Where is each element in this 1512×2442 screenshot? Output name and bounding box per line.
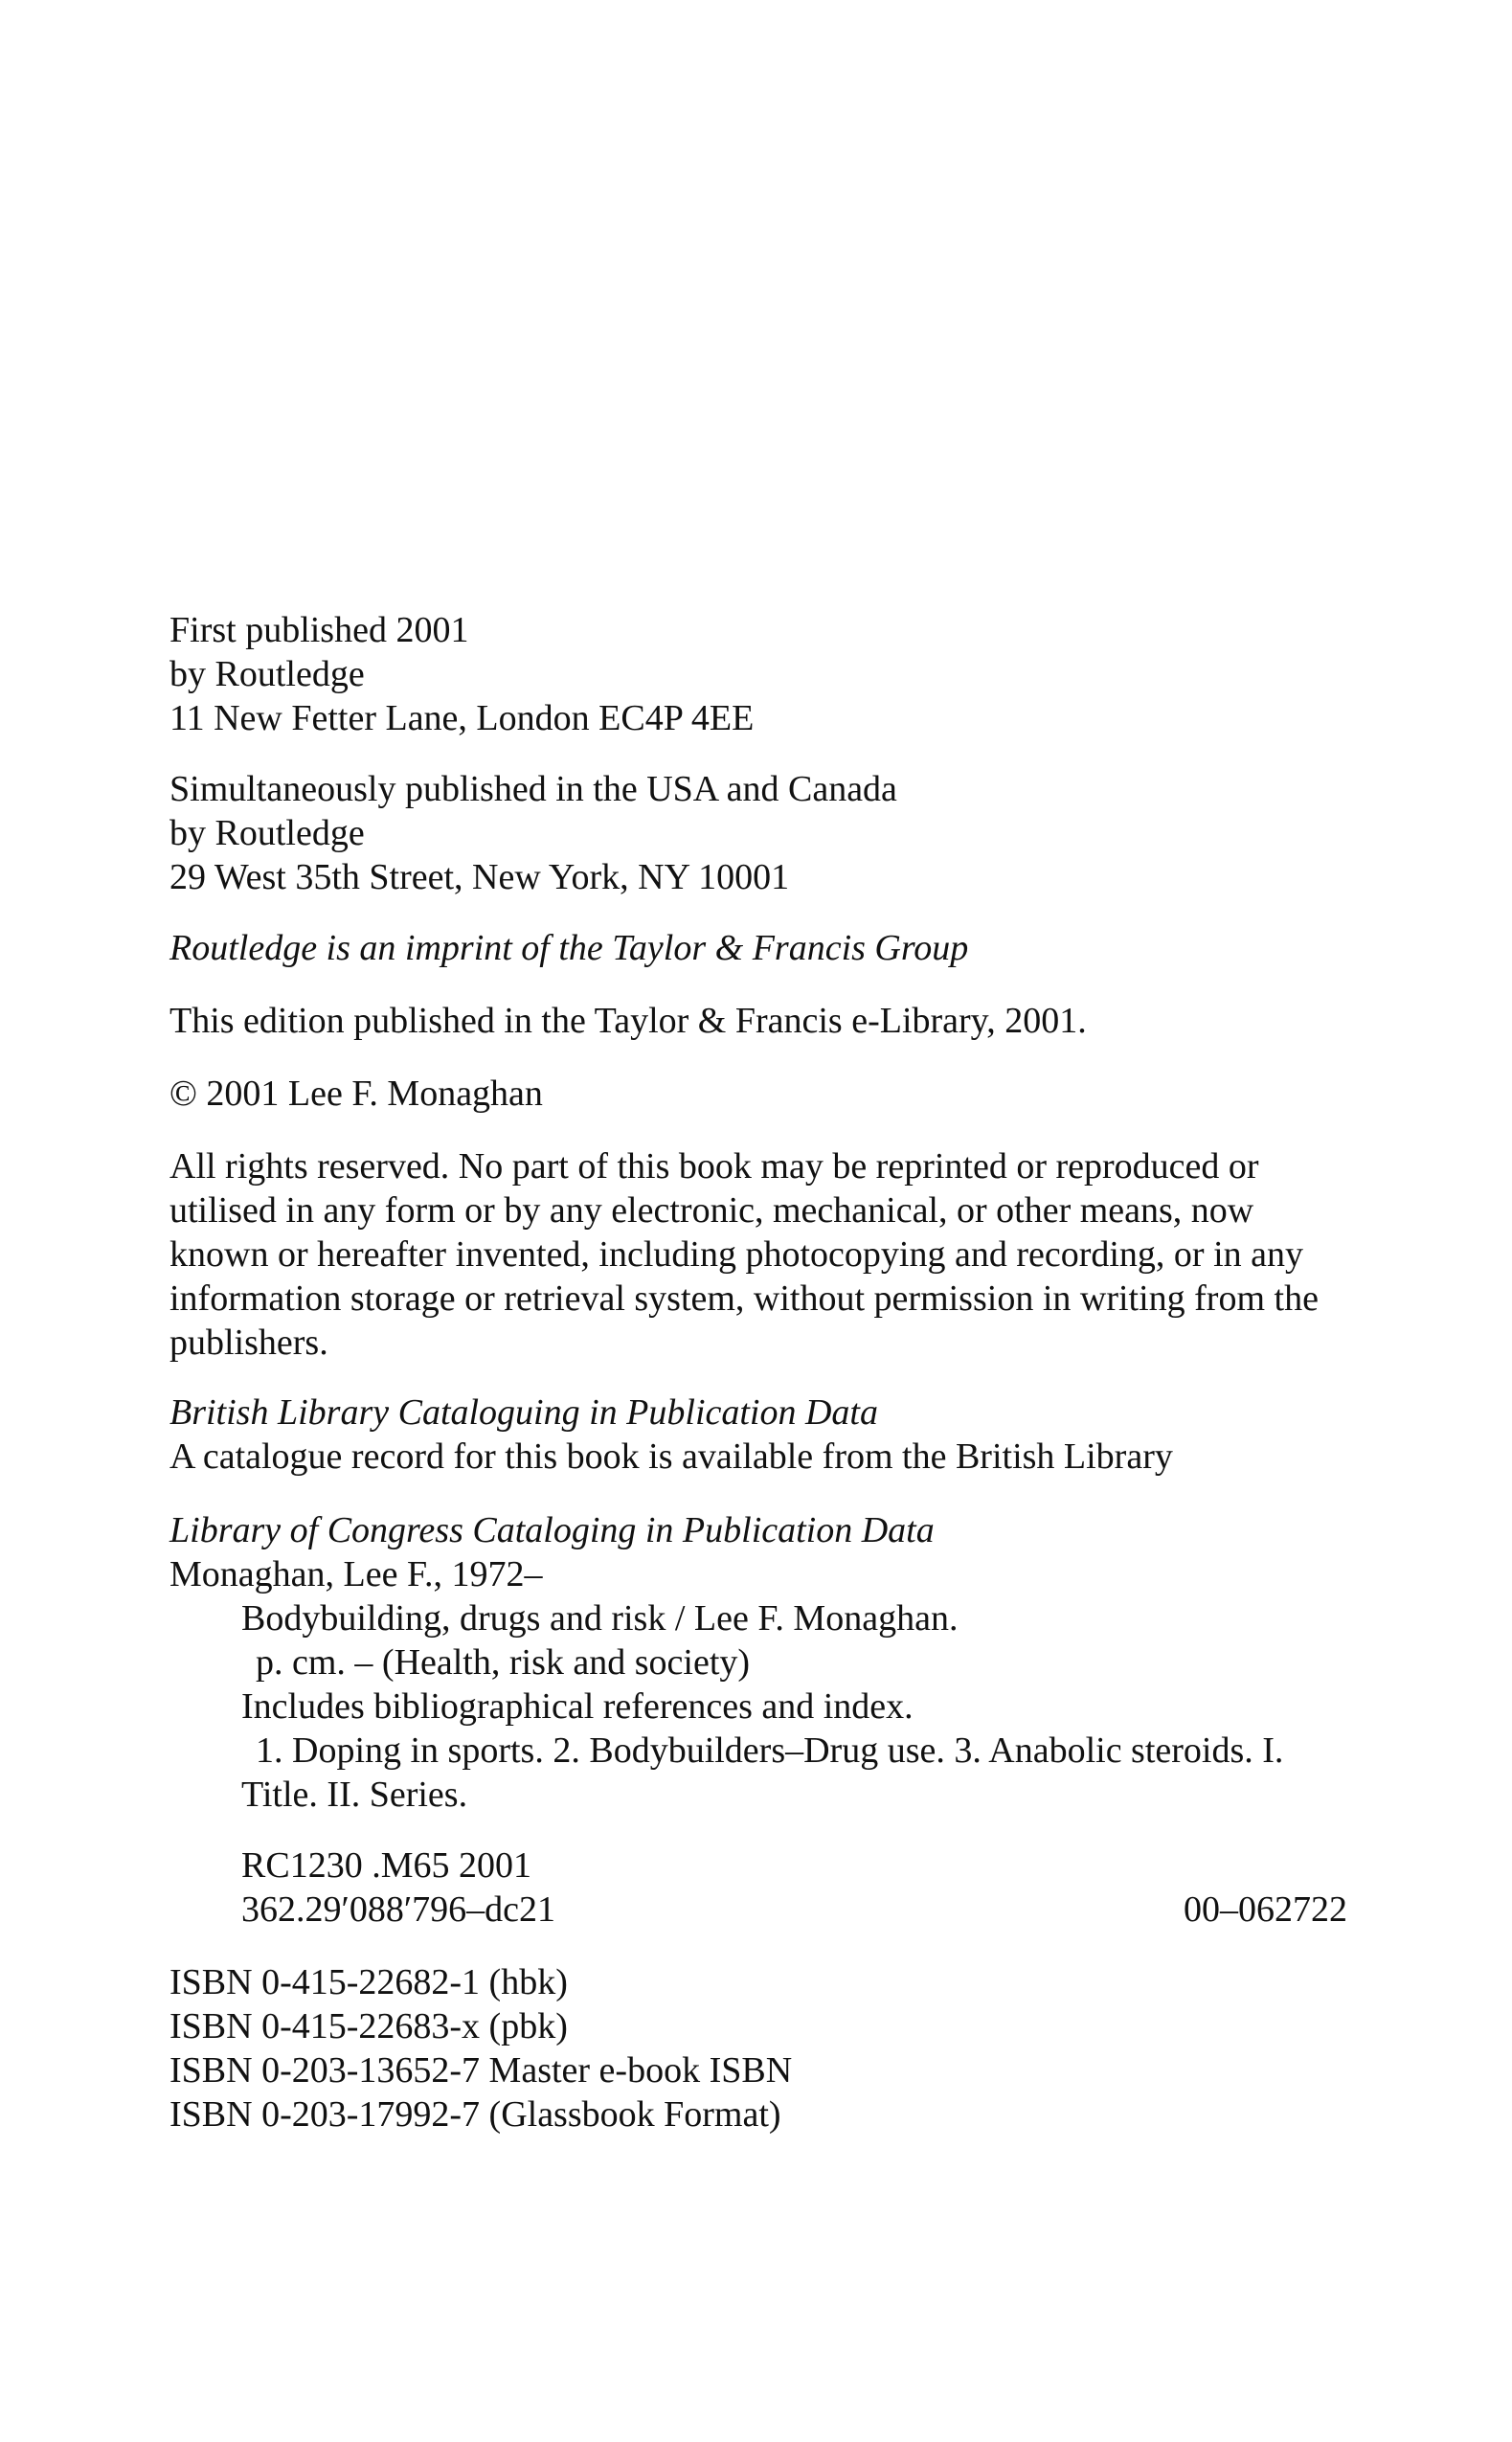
library-of-congress-block — [169, 1508, 1357, 1817]
loc-title: Bodybuilding, drugs and risk / Lee F. Monaghan. — [241, 1598, 959, 1639]
isbn-line: ISBN 0-415-22682-1 (hbk) — [169, 1962, 568, 2002]
publisher-address-line: 11 New Fetter Lane, London EC4P 4EE — [169, 698, 755, 738]
imprint-note: Routledge is an imprint of the Taylor & Francis Group — [169, 928, 969, 968]
loc-physical: p. cm. – (Health, risk and society) — [256, 1642, 751, 1683]
edition-note: This edition published in the Taylor & Francis e-Library, 2001. — [169, 1001, 1087, 1041]
usa-publication-block — [169, 767, 1357, 899]
isbn-line: ISBN 0-415-22683-x (pbk) — [169, 2006, 568, 2046]
classification-row — [169, 1888, 1347, 1932]
british-library-heading: British Library Cataloguing in Publication Data — [169, 1392, 878, 1433]
usa-publisher-address-line: 29 West 35th Street, New York, NY 10001 — [169, 857, 790, 897]
usa-published-line: Simultaneously published in the USA and Canada — [169, 769, 897, 809]
first-published-line: First published 2001 — [169, 610, 469, 650]
loc-subjects-continued: Title. II. Series. — [241, 1775, 468, 1815]
classification-block — [169, 1843, 1357, 1932]
isbn-line: ISBN 0-203-17992-7 (Glassbook Format) — [169, 2094, 781, 2135]
lc-call-number: RC1230 .M65 2001 — [241, 1845, 531, 1886]
loc-heading: Library of Congress Cataloging in Publication Data — [169, 1510, 935, 1550]
imprint-note-block — [169, 926, 1357, 970]
rights-line: utilised in any form or by any electronic, mechanical, or other means, now — [169, 1190, 1254, 1231]
isbn-block — [169, 1960, 1357, 2137]
isbn-line: ISBN 0-203-13652-7 Master e-book ISBN — [169, 2050, 793, 2091]
edition-note-block — [169, 999, 1357, 1043]
usa-publisher-line: by Routledge — [169, 813, 365, 853]
rights-line: known or hereafter invented, including photocopying and recording, or in any — [169, 1234, 1303, 1275]
loc-notes: Includes bibliographical references and index. — [241, 1686, 914, 1727]
loc-subjects: 1. Doping in sports. 2. Bodybuilders–Drug use. 3. Anabolic steroids. I. — [256, 1730, 1284, 1771]
publisher-line: by Routledge — [169, 654, 365, 694]
copyright-notice: © 2001 Lee F. Monaghan — [169, 1074, 543, 1114]
rights-line: information storage or retrieval system, without permission in writing from the — [169, 1278, 1319, 1319]
british-library-block — [169, 1391, 1357, 1479]
first-publication-block — [169, 608, 1357, 740]
lccn-number: 00–062722 — [1184, 1889, 1347, 1930]
rights-line: publishers. — [169, 1323, 328, 1363]
british-library-text: A catalogue record for this book is available from the British Library — [169, 1436, 1173, 1477]
copyright-block — [169, 1072, 1357, 1116]
loc-author: Monaghan, Lee F., 1972– — [169, 1554, 543, 1594]
dewey-number: 362.29′088′796–dc21 — [241, 1889, 555, 1930]
rights-block — [169, 1144, 1357, 1365]
rights-line: All rights reserved. No part of this book may be reprinted or reproduced or — [169, 1146, 1259, 1187]
